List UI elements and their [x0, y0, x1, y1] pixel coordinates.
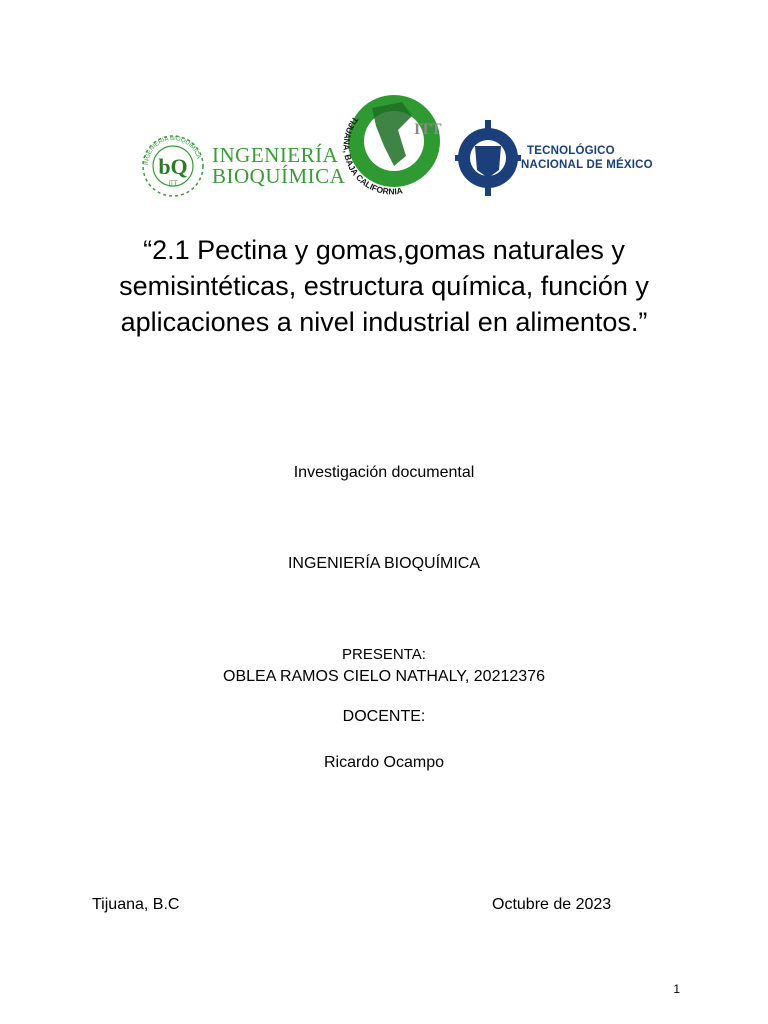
document-title: “2.1 Pectina y gomas,gomas naturales y semisintéticas, estructura química, función y aplicaciones a nivel industrial en alimentos.”	[119, 235, 649, 337]
document-type: Investigación documental	[293, 464, 475, 481]
ibq-small-text: ITT	[168, 181, 178, 187]
place: Tijuana, B.C	[92, 896, 180, 913]
date: Octubre de 2023	[492, 896, 612, 913]
itt-letters: ITT	[414, 121, 442, 138]
ibq-gear-icon	[138, 130, 208, 200]
ingenieria-bioquimica-logo	[138, 128, 346, 202]
page-number: 1	[673, 982, 680, 996]
docente-label: DOCENTE:	[342, 708, 426, 725]
itt-gear-icon	[332, 86, 456, 196]
ibq-word-ingenieria: INGENIERÍA	[212, 143, 339, 167]
itt-tijuana-logo	[332, 86, 456, 196]
author-name: OBLEA RAMOS CIELO NATHALY, 20212376	[223, 668, 545, 685]
presenta-label: PRESENTA:	[342, 646, 426, 663]
itt-ring-text: TIJUANA, BAJA CALIFORNIA	[341, 114, 404, 196]
tecnm-logo	[455, 116, 655, 198]
tecnm-gear-icon	[455, 116, 521, 198]
tecnm-word-tecnologico: TECNOLÓGICO	[527, 145, 615, 157]
ibq-ring-text: INGENIERÍA BIOQUÍMICA	[143, 135, 202, 166]
career-name: INGENIERÍA BIOQUÍMICA	[287, 555, 481, 572]
ibq-monogram: bQ	[158, 154, 188, 179]
tecnm-word-nacional: NACIONAL DE MÉXICO	[521, 159, 653, 171]
docente-name: Ricardo Ocampo	[323, 754, 445, 771]
ibq-word-bioquimica: BIOQUÍMICA	[212, 164, 346, 188]
